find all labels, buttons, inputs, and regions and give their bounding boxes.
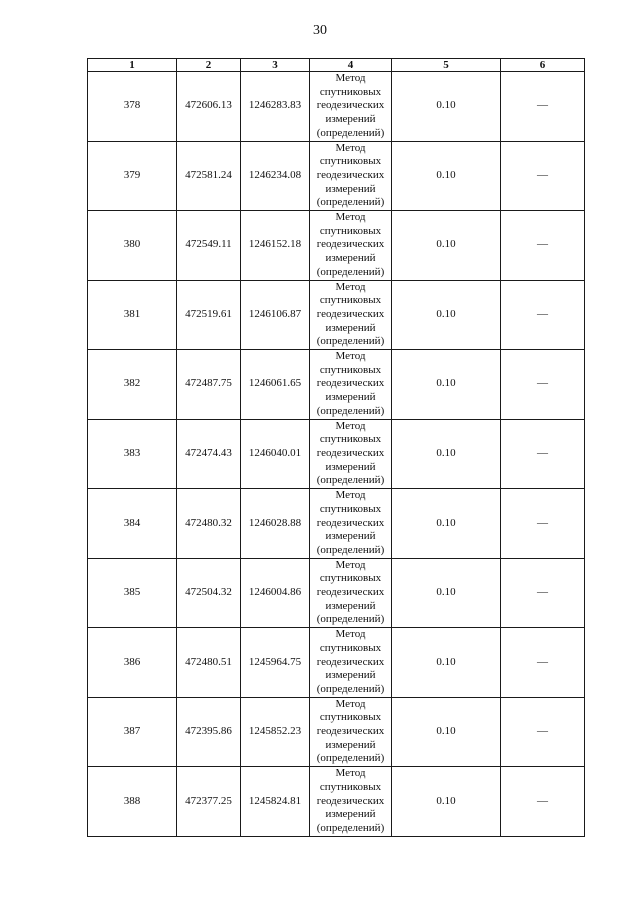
point-number-cell: 386 (88, 628, 177, 698)
method-line: (определений) (316, 752, 385, 765)
table-row (88, 419, 585, 489)
accuracy-cell: 0.10 (392, 419, 501, 489)
accuracy-cell: 0.10 (392, 558, 501, 628)
accuracy-cell: 0.10 (392, 767, 501, 837)
table-row (88, 350, 585, 420)
method-line: Метод (335, 280, 366, 293)
method-line: Метод (335, 628, 366, 641)
method-line: (определений) (316, 543, 385, 556)
method-cell (310, 697, 392, 767)
table-row (88, 697, 585, 767)
y-coordinate-cell: 1246106.87 (241, 280, 310, 350)
method-line: спутниковых (319, 85, 382, 98)
column-header-3: 3 (241, 59, 310, 72)
method-line: измерений (325, 808, 376, 821)
table-header-row (88, 59, 585, 72)
point-number-cell: 381 (88, 280, 177, 350)
table-row (88, 628, 585, 698)
note-cell: — (501, 211, 585, 281)
method-line: измерений (325, 182, 376, 195)
method-line: Метод (335, 350, 366, 363)
y-coordinate-cell: 1246040.01 (241, 419, 310, 489)
coordinates-table (87, 58, 585, 837)
y-coordinate-cell: 1246061.65 (241, 350, 310, 420)
method-line: Метод (335, 767, 366, 780)
method-line: измерений (325, 391, 376, 404)
method-line: (определений) (316, 265, 385, 278)
method-cell (310, 767, 392, 837)
note-cell: — (501, 767, 585, 837)
y-coordinate-cell: 1246152.18 (241, 211, 310, 281)
note-cell: — (501, 628, 585, 698)
y-coordinate-cell: 1245852.23 (241, 697, 310, 767)
note-cell: — (501, 141, 585, 211)
column-header-1: 1 (88, 59, 177, 72)
method-cell (310, 489, 392, 559)
table-row (88, 767, 585, 837)
point-number-cell: 384 (88, 489, 177, 559)
method-line: геодезических (316, 377, 385, 390)
method-line: (определений) (316, 474, 385, 487)
method-line: Метод (335, 419, 366, 432)
method-line: спутниковых (319, 433, 382, 446)
method-line: Метод (335, 72, 366, 84)
method-line: Метод (335, 558, 366, 571)
method-line: измерений (325, 321, 376, 334)
page-number: 30 (313, 23, 327, 38)
method-line: геодезических (316, 586, 385, 599)
column-header-6: 6 (501, 59, 585, 72)
method-cell (310, 280, 392, 350)
method-cell (310, 419, 392, 489)
point-number-cell: 385 (88, 558, 177, 628)
y-coordinate-cell: 1246004.86 (241, 558, 310, 628)
note-cell: — (501, 72, 585, 142)
point-number-cell: 380 (88, 211, 177, 281)
point-number-cell: 387 (88, 697, 177, 767)
accuracy-cell: 0.10 (392, 350, 501, 420)
method-line: геодезических (316, 238, 385, 251)
y-coordinate-cell: 1246283.83 (241, 72, 310, 142)
method-line: Метод (335, 489, 366, 502)
method-line: геодезических (316, 168, 385, 181)
accuracy-cell: 0.10 (392, 697, 501, 767)
point-number-cell: 383 (88, 419, 177, 489)
point-number-cell: 382 (88, 350, 177, 420)
x-coordinate-cell: 472480.51 (177, 628, 241, 698)
method-line: измерений (325, 599, 376, 612)
table-row (88, 558, 585, 628)
method-line: геодезических (316, 446, 385, 459)
method-line: спутниковых (319, 641, 382, 654)
y-coordinate-cell: 1245964.75 (241, 628, 310, 698)
point-number-cell: 379 (88, 141, 177, 211)
method-cell (310, 211, 392, 281)
table-row (88, 211, 585, 281)
method-line: спутниковых (319, 711, 382, 724)
note-cell: — (501, 419, 585, 489)
x-coordinate-cell: 472504.32 (177, 558, 241, 628)
method-line: спутниковых (319, 502, 382, 515)
method-line: измерений (325, 113, 376, 126)
note-cell: — (501, 558, 585, 628)
method-line: спутниковых (319, 363, 382, 376)
accuracy-cell: 0.10 (392, 280, 501, 350)
method-line: (определений) (316, 335, 385, 348)
accuracy-cell: 0.10 (392, 211, 501, 281)
method-cell (310, 628, 392, 698)
method-line: измерений (325, 252, 376, 265)
method-line: (определений) (316, 126, 385, 139)
x-coordinate-cell: 472395.86 (177, 697, 241, 767)
note-cell: — (501, 489, 585, 559)
method-line: геодезических (316, 516, 385, 529)
note-cell: — (501, 280, 585, 350)
method-line: спутниковых (319, 780, 382, 793)
column-header-2: 2 (177, 59, 241, 72)
x-coordinate-cell: 472474.43 (177, 419, 241, 489)
x-coordinate-cell: 472480.32 (177, 489, 241, 559)
method-cell (310, 141, 392, 211)
y-coordinate-cell: 1245824.81 (241, 767, 310, 837)
point-number-cell: 388 (88, 767, 177, 837)
table-row (88, 72, 585, 142)
x-coordinate-cell: 472606.13 (177, 72, 241, 142)
accuracy-cell: 0.10 (392, 141, 501, 211)
method-line: (определений) (316, 682, 385, 695)
method-cell (310, 72, 392, 142)
method-line: спутниковых (319, 294, 382, 307)
table-row (88, 489, 585, 559)
x-coordinate-cell: 472581.24 (177, 141, 241, 211)
method-line: геодезических (316, 794, 385, 807)
method-line: геодезических (316, 307, 385, 320)
method-line: (определений) (316, 613, 385, 626)
method-line: (определений) (316, 821, 385, 834)
x-coordinate-cell: 472519.61 (177, 280, 241, 350)
method-line: (определений) (316, 196, 385, 209)
accuracy-cell: 0.10 (392, 489, 501, 559)
method-line: геодезических (316, 725, 385, 738)
method-line: Метод (335, 697, 366, 710)
x-coordinate-cell: 472487.75 (177, 350, 241, 420)
method-line: Метод (335, 141, 366, 154)
y-coordinate-cell: 1246234.08 (241, 141, 310, 211)
method-line: спутниковых (319, 224, 382, 237)
x-coordinate-cell: 472549.11 (177, 211, 241, 281)
x-coordinate-cell: 472377.25 (177, 767, 241, 837)
method-line: спутниковых (319, 572, 382, 585)
accuracy-cell: 0.10 (392, 72, 501, 142)
point-number-cell: 378 (88, 72, 177, 142)
note-cell: — (501, 350, 585, 420)
method-line: спутниковых (319, 155, 382, 168)
method-line: (определений) (316, 404, 385, 417)
table-row (88, 280, 585, 350)
column-header-5: 5 (392, 59, 501, 72)
method-line: геодезических (316, 655, 385, 668)
column-header-4: 4 (310, 59, 392, 72)
method-line: измерений (325, 460, 376, 473)
method-line: измерений (325, 669, 376, 682)
method-cell (310, 350, 392, 420)
method-line: Метод (335, 211, 366, 224)
method-line: измерений (325, 738, 376, 751)
y-coordinate-cell: 1246028.88 (241, 489, 310, 559)
method-line: геодезических (316, 99, 385, 112)
method-cell (310, 558, 392, 628)
accuracy-cell: 0.10 (392, 628, 501, 698)
method-line: измерений (325, 530, 376, 543)
note-cell: — (501, 697, 585, 767)
table-row (88, 141, 585, 211)
